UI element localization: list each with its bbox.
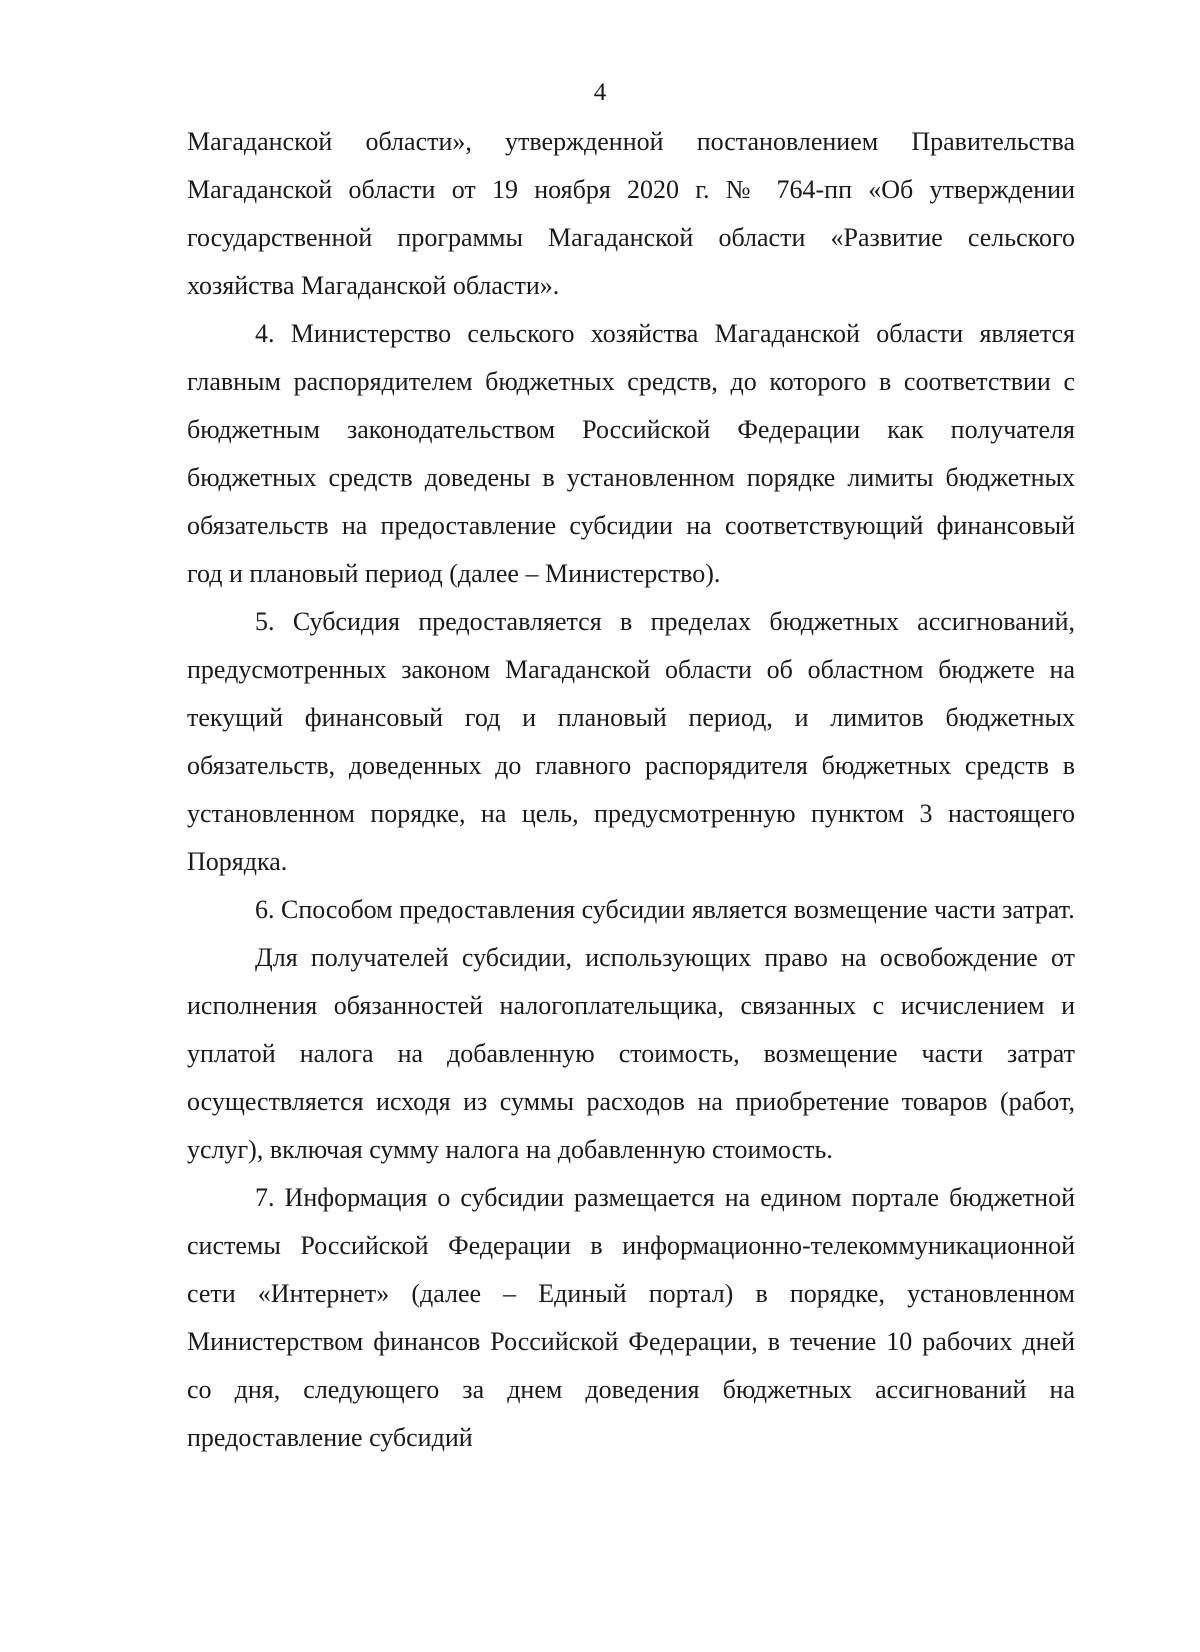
paragraph-item-7: 7. Информация о субсидии размещается на едином портале бюджетной системы Российской Федерации в информационно-телекоммуникационной сети «Интернет» (далее – Единый портал) в порядке, установленном Министерством финансов Российской Федерации, в течение 10 рабочих дней со дня, следующего за днем доведения бюджетных ассигнований на предоставление субсидий [187, 1183, 1075, 1452]
paragraph-item-6: 6. Способом предоставления субсидии является возмещение части затрат. [255, 895, 1075, 924]
document-body [187, 118, 1075, 1462]
paragraph-item-4: 4. Министерство сельского хозяйства Магаданской области является главным распорядителем бюджетных средств, до которого в соответствии с бюджетным законодательством Российской Федерации как получателя бюджетных средств доведены в установленном порядке лимиты бюджетных обязательств на предоставление субсидии на соответствующий финансовый год и плановый период (далее – Министерство). [187, 319, 1075, 588]
paragraph-item-6-note: Для получателей субсидии, использующих право на освобождение от исполнения обязанностей налогоплательщика, связанных с исчислением и уплатой налога на добавленную стоимость, возмещение части затрат осуществляется исходя из суммы расходов на приобретение товаров (работ, услуг), включая сумму налога на добавленную стоимость. [187, 943, 1075, 1164]
paragraph-continuation: Магаданской области», утвержденной постановлением Правительства Магаданской области от 19 ноября 2020 г. № 764-пп «Об утверждении государственной программы Магаданской области «Развитие сельского хозяйства Магаданской области». [187, 127, 1075, 300]
page-number: 4 [593, 79, 607, 106]
paragraph-item-5: 5. Субсидия предоставляется в пределах бюджетных ассигнований, предусмотренных законом Магаданской области об областном бюджете на текущий финансовый год и плановый период, и лимитов бюджетных обязательств, доведенных до главного распорядителя бюджетных средств в установленном порядке, на цель, предусмотренную пунктом 3 настоящего Порядка. [187, 607, 1075, 876]
